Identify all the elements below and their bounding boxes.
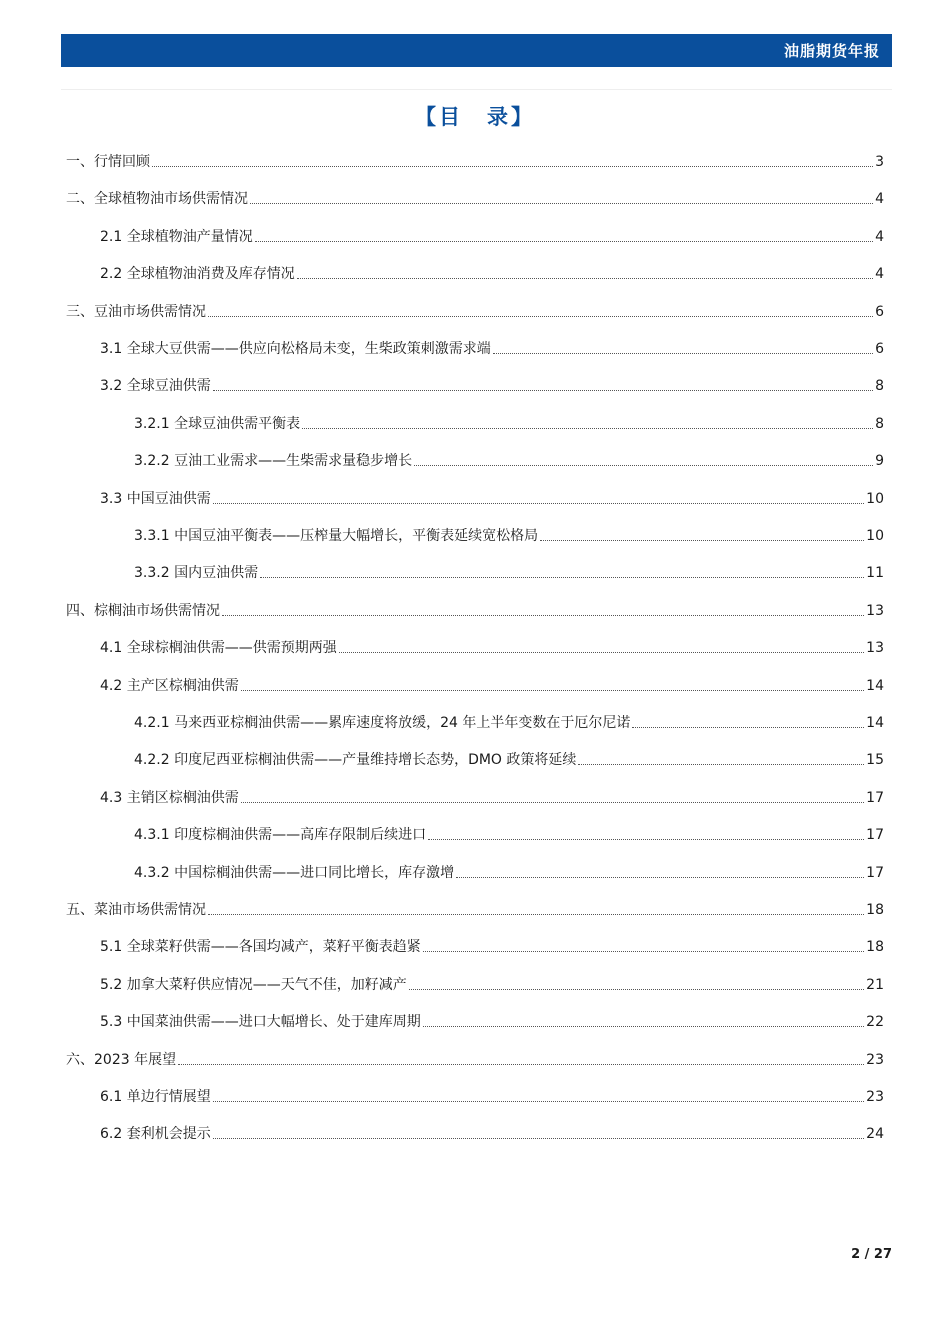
toc-leader-dots [632,727,864,728]
toc-entry[interactable] [100,968,884,994]
toc-entry[interactable] [100,631,884,657]
toc-leader-dots [423,951,864,952]
toc-entry[interactable] [134,556,884,582]
toc-leader-dots [540,540,864,541]
toc-leader-dots [339,652,864,653]
toc-entry-title: 3.2 全球豆油供需 [100,378,211,394]
toc-entry[interactable] [66,893,884,919]
toc-entry-page: 15 [866,752,884,768]
toc-leader-dots [578,764,864,765]
toc-heading: 【目 录】 [415,105,535,129]
header-divider [61,89,892,90]
report-title: 油脂期货年报 [783,42,880,60]
toc-entry-title: 2.1 全球植物油产量情况 [100,229,253,245]
toc-entry-page: 4 [875,229,884,245]
toc-leader-dots [493,353,873,354]
toc-entry-title: 5.2 加拿大菜籽供应情况——天气不佳，加籽减产 [100,977,407,993]
toc-entry-page: 23 [866,1052,884,1068]
toc-leader-dots [208,316,873,317]
toc-entry[interactable] [66,594,884,620]
toc-entry-page: 10 [866,491,884,507]
toc-entry[interactable] [134,706,884,732]
toc-entry[interactable] [134,743,884,769]
toc-leader-dots [213,503,864,504]
toc-leader-dots [250,203,873,204]
toc-leader-dots [297,278,873,279]
toc-entry-title: 3.3 中国豆油供需 [100,491,211,507]
toc-entry-page: 14 [866,715,884,731]
toc-entry-page: 6 [875,341,884,357]
toc-entry[interactable] [134,444,884,470]
toc-entry-title: 5.3 中国菜油供需——进口大幅增长、处于建库周期 [100,1014,421,1030]
toc-entry-page: 10 [866,528,884,544]
toc-entry[interactable] [134,856,884,882]
toc-entry-page: 18 [866,902,884,918]
toc-entry-page: 4 [875,191,884,207]
toc-leader-dots [241,802,864,803]
toc-entry-page: 9 [875,453,884,469]
toc-leader-dots [241,690,864,691]
toc-entry-title: 2.2 全球植物油消费及库存情况 [100,266,295,282]
toc-entry-page: 17 [866,865,884,881]
toc-entry-title: 3.1 全球大豆供需——供应向松格局未变，生柴政策刺激需求端 [100,341,491,357]
toc-entry[interactable] [100,1080,884,1106]
toc-leader-dots [456,877,864,878]
toc-leader-dots [423,1026,864,1027]
toc-entry-title: 六、2023 年展望 [66,1052,177,1068]
toc-entry-page: 8 [875,378,884,394]
toc-leader-dots [428,839,864,840]
toc-entry-title: 五、菜油市场供需情况 [66,902,206,918]
toc-entry[interactable] [100,1005,884,1031]
toc-leader-dots [255,241,873,242]
toc-entry-page: 14 [866,678,884,694]
toc-entry-title: 4.3.2 中国棕榈油供需——进口同比增长，库存激增 [134,865,455,881]
toc-entry-title: 四、棕榈油市场供需情况 [66,603,220,619]
toc-leader-dots [222,615,864,616]
toc-entry-title: 4.2 主产区棕榈油供需 [100,678,239,694]
toc-entry[interactable] [100,220,884,246]
toc-entry-title: 4.3.1 印度棕榈油供需——高库存限制后续进口 [134,827,427,843]
toc-entry-page: 24 [866,1126,884,1142]
toc-entry[interactable] [66,1043,884,1069]
toc-leader-dots [213,1138,864,1139]
toc-entry-page: 17 [866,827,884,843]
toc-entry-page: 21 [866,977,884,993]
toc-entry[interactable] [100,1117,884,1143]
toc-entry[interactable] [100,369,884,395]
toc-leader-dots [208,914,864,915]
toc-entry-title: 一、行情回顾 [66,154,150,170]
page-indicator: 2 / 27 [851,1247,892,1262]
toc-entry-title: 3.3.2 国内豆油供需 [134,565,259,581]
toc-entry-title: 4.2.1 马来西亚棕榈油供需——累库速度将放缓，24 年上半年变数在于厄尔尼诺 [134,715,631,731]
toc-entry[interactable] [100,781,884,807]
toc-entry-title: 三、豆油市场供需情况 [66,304,206,320]
toc-leader-dots [302,428,873,429]
toc-entry-title: 3.2.1 全球豆油供需平衡表 [134,416,301,432]
toc-entry-page: 6 [875,304,884,320]
toc-entry-title: 4.2.2 印度尼西亚棕榈油供需——产量维持增长态势，DMO 政策将延续 [134,752,577,768]
toc-entry[interactable] [66,182,884,208]
toc-entry-page: 23 [866,1089,884,1105]
toc-entry[interactable] [134,519,884,545]
toc-entry-title: 3.3.1 中国豆油平衡表——压榨量大幅增长，平衡表延续宽松格局 [134,528,539,544]
toc-leader-dots [178,1064,864,1065]
toc-entry-title: 二、全球植物油市场供需情况 [66,191,248,207]
toc-entry[interactable] [66,295,884,321]
toc-entry[interactable] [100,482,884,508]
toc-entry[interactable] [100,257,884,283]
toc-entry-page: 3 [875,154,884,170]
toc-entry-page: 13 [866,640,884,656]
toc-leader-dots [260,577,864,578]
toc-entry-page: 11 [866,565,884,581]
toc-entry-page: 13 [866,603,884,619]
toc-leader-dots [213,1101,864,1102]
toc-leader-dots [414,465,873,466]
toc-entry-page: 17 [866,790,884,806]
toc-entry[interactable] [100,669,884,695]
toc-entry-title: 5.1 全球菜籽供需——各国均减产，菜籽平衡表趋紧 [100,939,421,955]
toc-entry-title: 4.3 主销区棕榈油供需 [100,790,239,806]
toc-entry-page: 8 [875,416,884,432]
toc-entry[interactable] [100,332,884,358]
toc-leader-dots [152,166,873,167]
toc-entry[interactable] [66,145,884,171]
toc-entry[interactable] [100,930,884,956]
toc-entry-title: 6.1 单边行情展望 [100,1089,211,1105]
toc-leader-dots [213,390,873,391]
header-bar [61,34,892,67]
toc-entry-page: 18 [866,939,884,955]
toc-entry-title: 4.1 全球棕榈油供需——供需预期两强 [100,640,337,656]
toc-entry[interactable] [134,818,884,844]
toc-entry[interactable] [134,407,884,433]
toc-entry-title: 6.2 套利机会提示 [100,1126,211,1142]
toc-entry-title: 3.2.2 豆油工业需求——生柴需求量稳步增长 [134,453,413,469]
toc-leader-dots [409,989,864,990]
toc-entry-page: 4 [875,266,884,282]
toc-entry-page: 22 [866,1014,884,1030]
